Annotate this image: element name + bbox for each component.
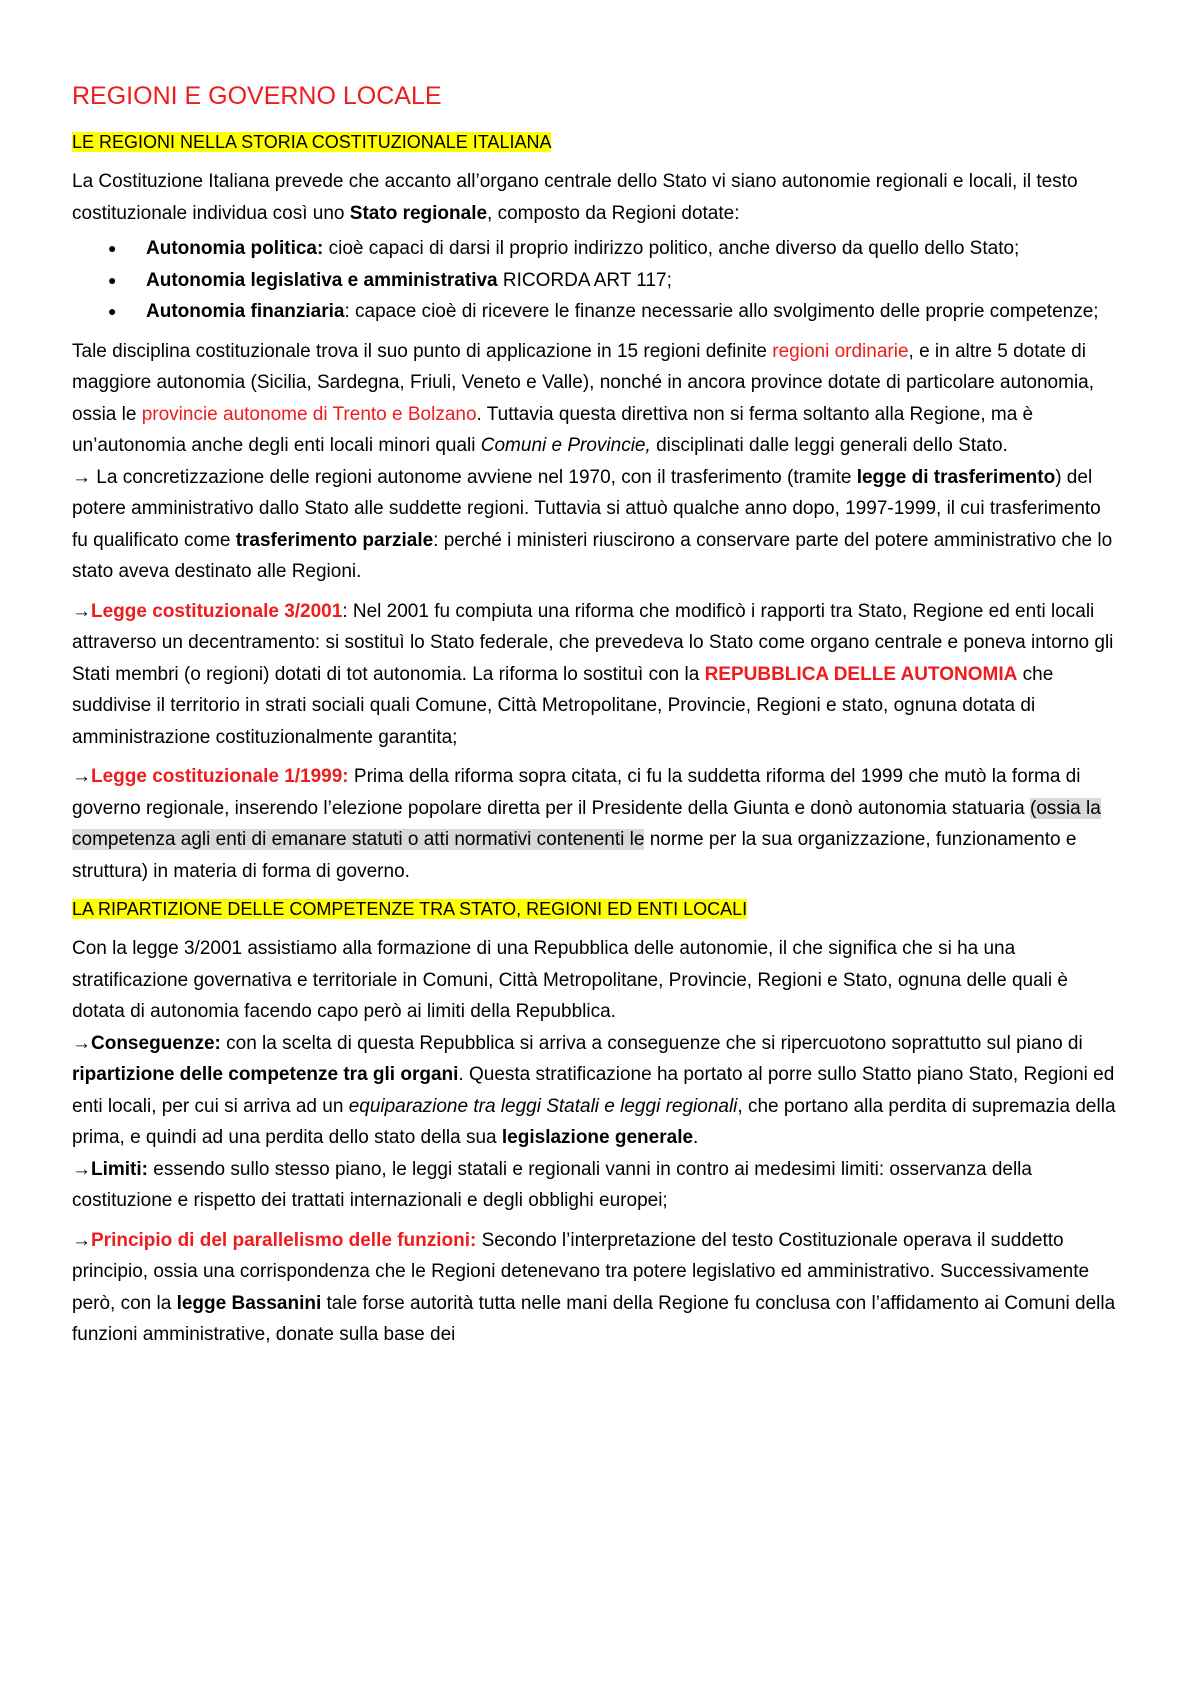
text-run: Tale disciplina costituzionale trova il suo punto di applicazione in 15 regioni definite <box>72 340 773 362</box>
text-run: , che portano alla perdita di supremazia della prima, e quindi ad una perdita dello stato della sua <box>72 1095 1116 1148</box>
text-run: Secondo l’interpretazione del testo Costituzionale operava il suddetto principio, ossia una corrispondenza che le Regioni detenevano tra potere legislativo ed amministrativo. Successivamente però, con la <box>72 1229 1090 1314</box>
list-item <box>146 233 1120 265</box>
paragraph-conseguenze <box>72 1028 1120 1154</box>
text-run: : perché i ministeri riuscirono a conservare parte del potere amministrativo che lo stato aveva destinato alle Regioni. <box>72 529 1113 582</box>
text-run: La concretizzazione delle regioni autonome avviene nel 1970, con il trasferimento (tramite <box>91 466 857 488</box>
list-item <box>146 265 1120 297</box>
arrow-icon: → <box>72 466 91 488</box>
paragraph-parallelismo <box>72 1225 1120 1351</box>
red-bold-term: Legge costituzionale 1/1999: <box>91 766 349 787</box>
bold-term: ripartizione delle competenze tra gli organi <box>72 1064 459 1085</box>
gray-highlighted-text: (ossia la competenza agli enti di emanare statuti o atti normativi contenenti le <box>72 797 1101 850</box>
text-run: cioè capaci di darsi il proprio indirizzo politico, anche diverso da quello dello Stato; <box>323 238 1020 259</box>
paragraph-concretizzazione <box>72 462 1120 588</box>
bold-term: Stato regionale <box>349 202 488 224</box>
text-run: che suddivise il territorio in strati sociali quali Comune, Città Metropolitane, Provincie, Regioni e stato, ognuna dotata di amministrazione costituzionalmente garantita; <box>72 663 1054 748</box>
arrow-icon: → <box>72 600 91 622</box>
arrow-icon: → <box>72 1032 91 1054</box>
bold-term: Autonomia legislativa e amministrativa <box>146 269 498 291</box>
paragraph-legge-1-1999 <box>72 761 1120 887</box>
paragraph-limiti <box>72 1154 1120 1217</box>
text-run: , e in altre 5 dotate di maggiore autonomia (Sicilia, Sardegna, Friuli, Veneto e Valle), nonché in ancora province dotate di particolare autonomia, ossia le <box>72 340 1095 425</box>
red-bold-term: REPUBBLICA DELLE AUTONOMIA <box>704 663 1018 685</box>
paragraph-regioni-ordinarie <box>72 336 1120 462</box>
text-run: , composto da Regioni dotate: <box>487 202 740 224</box>
bold-term: Conseguenze: <box>91 1032 221 1054</box>
text-run: : Nel 2001 fu compiuta una riforma che modificò i rapporti tra Stato, Regione ed enti locali attraverso un decentramento: si sostituì lo Stato federale, che prevedeva lo Stato come organo centrale e poneva intorno gli Stati membri (o regioni) dotati di tot autonomia. La riforma lo sostituì con la <box>72 600 1114 685</box>
bold-term: legge Bassanini <box>176 1292 322 1314</box>
list-item <box>146 296 1120 328</box>
bold-term: Autonomia politica: <box>146 238 324 259</box>
section-heading-ripartizione <box>72 895 1120 923</box>
red-bold-term: Legge costituzionale 3/2001 <box>91 600 343 622</box>
text-run: essendo sullo stesso piano, le leggi statali e regionali vanni in contro ai medesimi limiti: osservanza della costituzione e rispetto dei trattati internazionali e degli obblighi europei; <box>72 1158 1032 1211</box>
bold-term: Autonomia finanziaria <box>146 301 345 322</box>
text-run: norme per la sua organizzazione, funzionamento e struttura) in materia di forma di governo. <box>72 829 1077 882</box>
bold-term: trasferimento parziale <box>235 529 434 551</box>
autonomy-bullet-list <box>72 233 1120 328</box>
text-run: : capace cioè di ricevere le finanze necessarie allo svolgimento delle proprie competenze; <box>344 301 1099 322</box>
red-bold-term: Principio di del parallelismo delle funzioni: <box>91 1229 477 1251</box>
arrow-icon: → <box>72 766 91 787</box>
italic-term: equiparazione tra leggi Statali e leggi regionali <box>348 1095 738 1117</box>
text-run: con la scelta di questa Repubblica si arriva a conseguenze che si ripercuotono soprattutto sul piano di <box>220 1032 1083 1054</box>
bold-term: legislazione generale <box>501 1127 694 1148</box>
arrow-icon: → <box>72 1158 91 1180</box>
italic-term: Comuni e Provincie, <box>480 435 651 456</box>
bold-term: legge di trasferimento <box>856 466 1056 488</box>
section-heading-regioni-storia <box>72 128 1120 156</box>
bold-term: Limiti: <box>91 1158 148 1180</box>
text-run: disciplinati dalle leggi generali dello Stato. <box>650 435 1008 456</box>
paragraph-legge-3-2001 <box>72 596 1120 754</box>
text-run: tale forse autorità tutta nelle mani della Regione fu conclusa con l’affidamento ai Comuni della funzioni amministrative, donate sulla base dei <box>72 1292 1116 1345</box>
paragraph-intro <box>72 166 1120 229</box>
text-run: . <box>693 1127 699 1148</box>
arrow-icon: → <box>72 1229 91 1251</box>
highlighted-heading-text: LE REGIONI NELLA STORIA COSTITUZIONALE ITALIANA <box>72 132 552 152</box>
text-run: RICORDA ART 117; <box>497 269 672 291</box>
red-term: regioni ordinarie <box>772 340 909 362</box>
text-run: Con la legge 3/2001 assistiamo alla formazione di una Repubblica delle autonomie, il che significa che si ha una stratificazione governativa e territoriale in Comuni, Città Metropolitane, Provincie, Regioni e Stato, ognuna delle quali è dotata di autonomia facendo capo però ai limiti della Repubblica. <box>72 938 1068 1022</box>
text-run: Prima della riforma sopra citata, ci fu la suddetta riforma del 1999 che mutò la forma di governo regionale, inserendo l’elezione popolare diretta per il Presidente della Giunta e donò autonomia statuaria <box>72 766 1081 819</box>
document-title: REGIONI E GOVERNO LOCALE <box>72 82 442 110</box>
text-run: ) del potere amministrativo dallo Stato alle suddette regioni. Tuttavia si attuò qualche anno dopo, 1997-1999, il cui trasferimento fu qualificato come <box>72 466 1101 551</box>
highlighted-heading-text: LA RIPARTIZIONE DELLE COMPETENZE TRA STATO, REGIONI ED ENTI LOCALI <box>72 899 748 919</box>
paragraph-repubblica-autonomie <box>72 933 1120 1028</box>
red-term: provincie autonome di Trento e Bolzano <box>141 403 477 425</box>
text-run: . Questa stratificazione ha portato al porre sullo Statto piano Stato, Regioni ed enti locali, per cui si arriva ad un <box>72 1064 1115 1117</box>
text-run: La Costituzione Italiana prevede che accanto all’organo centrale dello Stato vi siano autonomie regionali e locali, il testo costituzionale individua così uno <box>72 171 1078 224</box>
text-run: . Tuttavia questa direttiva non si ferma soltanto alla Regione, ma è un’autonomia anche degli enti locali minori quali <box>72 403 1034 456</box>
